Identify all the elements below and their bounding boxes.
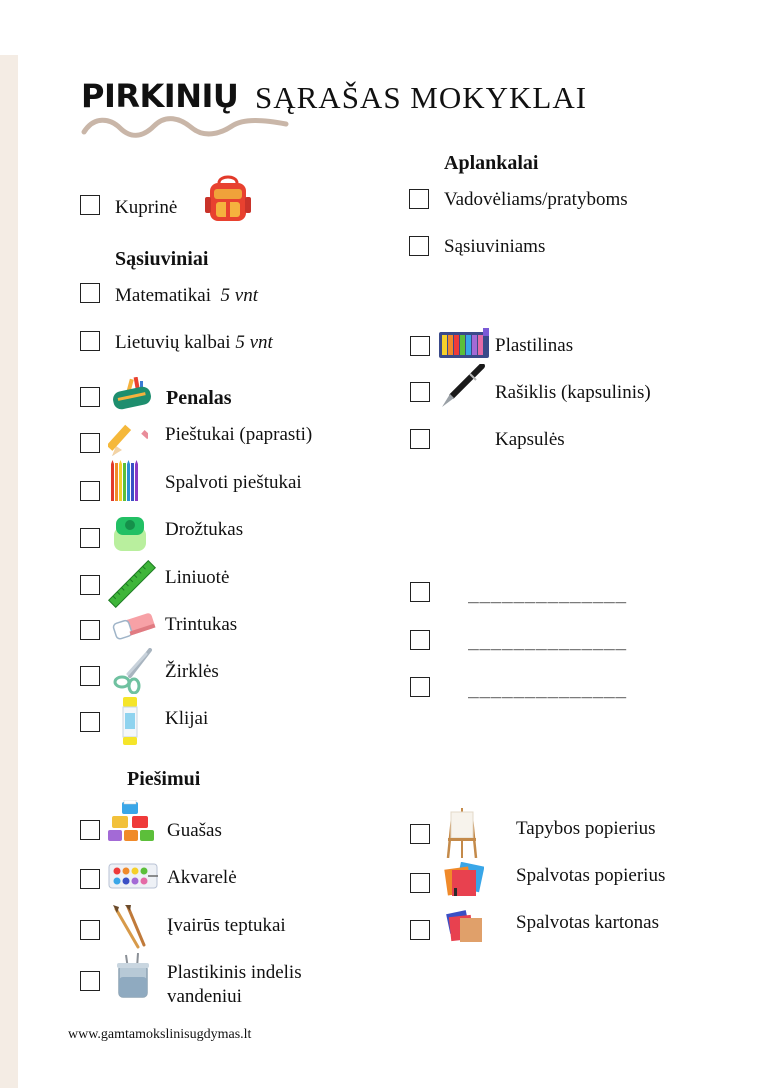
item-pencil: Pieštukai (paprasti) (165, 424, 313, 445)
eraser-icon (112, 610, 156, 642)
colored-paper-icon (444, 862, 484, 898)
checkbox-ruler[interactable] (80, 575, 100, 595)
checkbox-plastilinas[interactable] (410, 336, 430, 356)
squiggle-decoration (80, 112, 290, 142)
item-brushes: Įvairūs teptukai (167, 915, 286, 936)
page-title-bold: PIRKINIŲ (81, 77, 239, 115)
item-kuprine: Kuprinė (115, 197, 178, 218)
checkbox-lietuviu[interactable] (80, 331, 100, 351)
ruler-icon (108, 560, 156, 608)
item-ruler: Liniuotė (165, 567, 230, 588)
checkbox-spalvotas-kartonas[interactable] (410, 920, 430, 940)
checkbox-matematikai[interactable] (80, 283, 100, 303)
heading-sasiuviniai: Sąsiuviniai (115, 248, 209, 270)
pencil-icon (108, 418, 148, 458)
item-kapsules: Kapsulės (495, 429, 565, 450)
water-jar-icon (116, 953, 150, 999)
item-tapybos: Tapybos popierius (516, 818, 656, 839)
checkbox-scissors[interactable] (80, 666, 100, 686)
colored-cardboard-icon (446, 910, 484, 944)
scissors-icon (112, 648, 154, 694)
heading-aplankalai: Aplankalai (444, 152, 539, 174)
item-scissors: Žirklės (165, 661, 219, 682)
heading-penalas: Penalas (166, 387, 232, 409)
side-strip (0, 55, 18, 1088)
checkbox-glue[interactable] (80, 712, 100, 732)
glue-stick-icon (120, 697, 140, 747)
item-water-jar-line2: vandeniui (167, 986, 242, 1007)
checkbox-water-jar[interactable] (80, 971, 100, 991)
blank-line-2: ______________ (468, 630, 627, 651)
blank-line-3: ______________ (468, 678, 627, 699)
item-plastilinas: Plastilinas (495, 335, 574, 356)
item-matematikai-qty: 5 vnt (220, 285, 258, 306)
checkbox-spalvotas-popierius[interactable] (410, 873, 430, 893)
heading-piesimui: Piešimui (127, 768, 201, 790)
item-spalvotas-kartonas: Spalvotas kartonas (516, 912, 660, 933)
pencil-case-icon (110, 377, 154, 411)
checkbox-kuprine[interactable] (80, 195, 100, 215)
plasticine-icon (439, 328, 489, 358)
page-title-light: SĄRAŠAS MOKYKLAI (255, 80, 588, 115)
item-lietuviu-label: Lietuvių kalbai (115, 332, 231, 353)
item-lietuviu-qty: 5 vnt (235, 332, 273, 353)
item-colored-pencils: Spalvoti pieštukai (165, 472, 302, 493)
checkbox-blank-2[interactable] (410, 630, 430, 650)
item-water-jar-line1: Plastikinis indelis (167, 962, 302, 983)
item-eraser: Trintukas (165, 614, 238, 635)
item-lietuviu (115, 331, 273, 354)
item-gouache: Guašas (167, 820, 222, 841)
colored-pencils-icon (110, 460, 142, 502)
checkbox-sasiuviniams[interactable] (409, 236, 429, 256)
blank-line-1: ______________ (468, 583, 627, 604)
checkbox-blank-3[interactable] (410, 677, 430, 697)
item-watercolor: Akvarelė (167, 867, 237, 888)
item-matematikai-label: Matematikai (115, 285, 212, 306)
backpack-icon (205, 175, 251, 223)
checkbox-sharpener[interactable] (80, 528, 100, 548)
brushes-icon (110, 905, 150, 951)
item-sasiuviniams: Sąsiuviniams (444, 236, 546, 257)
checkbox-gouache[interactable] (80, 820, 100, 840)
watercolor-palette-icon (108, 862, 158, 890)
item-vadoveliams: Vadovėliams/pratyboms (444, 189, 628, 210)
sharpener-icon (110, 513, 150, 553)
item-sharpener: Drožtukas (165, 519, 244, 540)
checkbox-penalas[interactable] (80, 387, 100, 407)
checkbox-watercolor[interactable] (80, 869, 100, 889)
checkbox-colored-pencils[interactable] (80, 481, 100, 501)
item-glue: Klijai (165, 708, 209, 729)
checkbox-brushes[interactable] (80, 920, 100, 940)
easel-icon (446, 808, 478, 858)
checkbox-eraser[interactable] (80, 620, 100, 640)
checkbox-kapsules[interactable] (410, 429, 430, 449)
checkbox-blank-1[interactable] (410, 582, 430, 602)
gouache-paint-icon (108, 800, 154, 842)
checkbox-pencil[interactable] (80, 433, 100, 453)
item-spalvotas-popierius: Spalvotas popierius (516, 865, 666, 886)
item-matematikai (115, 284, 258, 307)
checkbox-vadoveliams[interactable] (409, 189, 429, 209)
checkbox-tapybos[interactable] (410, 824, 430, 844)
checkbox-rasiklis[interactable] (410, 382, 430, 402)
footer-url: www.gamtamokslinisugdymas.lt (68, 1027, 252, 1042)
fountain-pen-icon (440, 364, 486, 408)
item-rasiklis: Rašiklis (kapsulinis) (495, 382, 651, 403)
